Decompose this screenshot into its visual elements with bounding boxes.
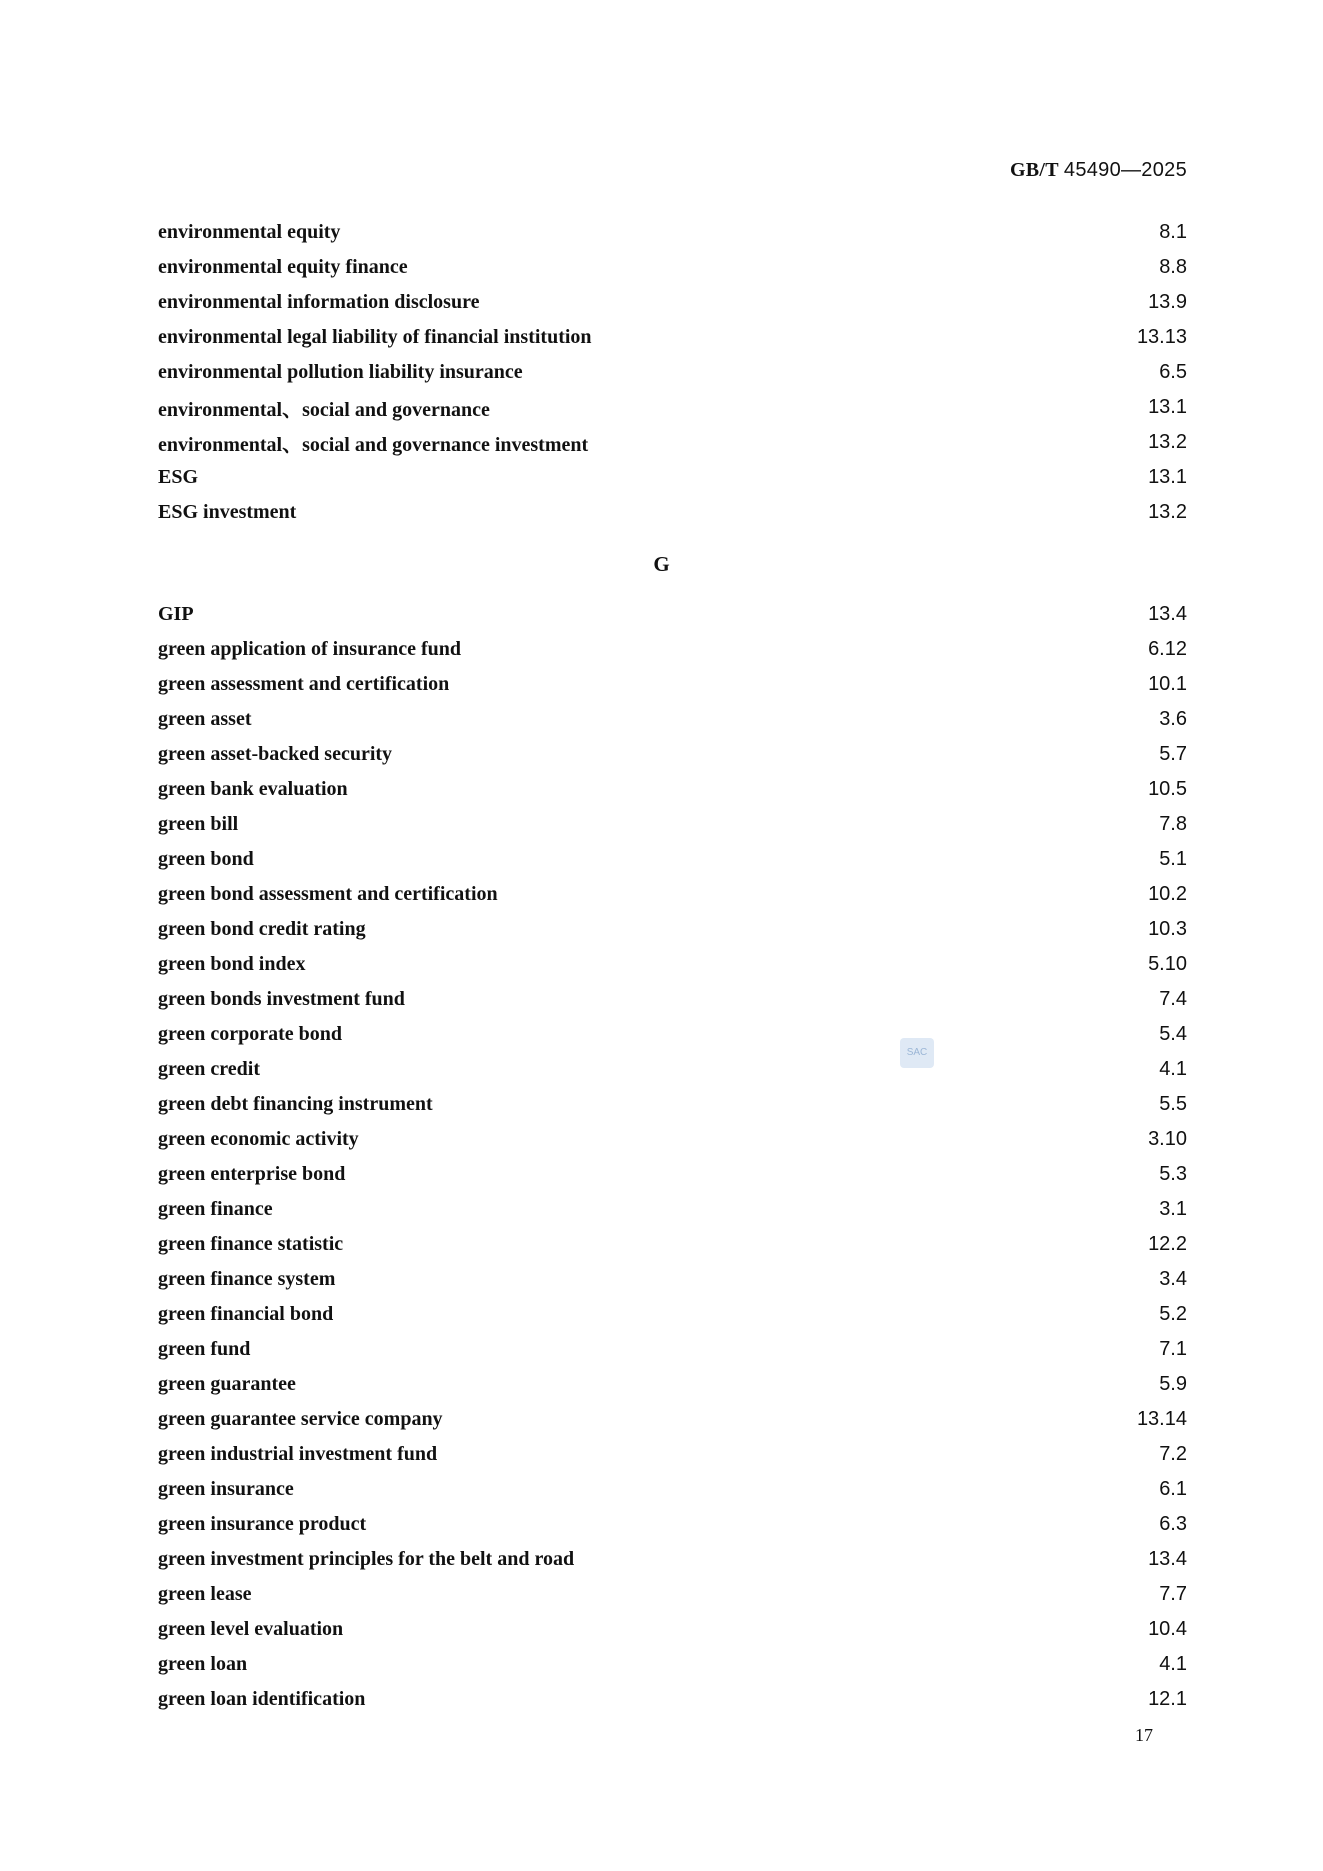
index-reference: 5.4 [1151, 1023, 1187, 1046]
dot-leader [355, 1620, 1140, 1640]
index-term: environmental、social and governance investment [158, 428, 600, 457]
index-term: green investment principles for the belt and road [158, 1548, 586, 1571]
index-entry [158, 1647, 1187, 1682]
index-term: green financial bond [158, 1303, 345, 1326]
index-reference: 13.1 [1140, 396, 1187, 419]
index-entry [158, 495, 1187, 530]
page-number: 17 [1135, 1725, 1153, 1745]
index-reference: 13.14 [1129, 1408, 1187, 1431]
index-term: green bond index [158, 953, 317, 976]
index-entry [158, 772, 1187, 807]
index-entry [158, 215, 1187, 250]
index-entry [158, 1472, 1187, 1507]
index-term: environmental legal liability of financial institution [158, 326, 604, 349]
index-term: green level evaluation [158, 1618, 355, 1641]
index-term: green bond assessment and certification [158, 883, 510, 906]
dot-leader [272, 1060, 1151, 1080]
index-term: green finance system [158, 1268, 347, 1291]
dot-leader [445, 1095, 1152, 1115]
index-entry [158, 667, 1187, 702]
dot-leader [420, 258, 1152, 278]
index-term: green industrial investment fund [158, 1443, 449, 1466]
dot-leader [502, 398, 1140, 418]
dot-leader [449, 1445, 1151, 1465]
index-reference: 7.2 [1151, 1443, 1187, 1466]
index-group-g [158, 597, 1187, 1717]
index-entry [158, 1612, 1187, 1647]
index-term: green application of insurance fund [158, 638, 473, 661]
index-term: GIP [158, 603, 206, 626]
index-reference: 3.4 [1151, 1268, 1187, 1291]
index-entry [158, 250, 1187, 285]
index-reference: 10.5 [1140, 778, 1187, 801]
dot-leader [345, 1305, 1151, 1325]
dot-leader [210, 468, 1140, 488]
index-reference: 10.4 [1140, 1618, 1187, 1641]
index-term: environmental equity finance [158, 256, 420, 279]
index-entry [158, 1297, 1187, 1332]
index-entry [158, 842, 1187, 877]
index-entry [158, 1262, 1187, 1297]
dot-leader [535, 363, 1152, 383]
index-term: ESG [158, 466, 210, 489]
index-term: green guarantee service company [158, 1408, 455, 1431]
index-entry [158, 877, 1187, 912]
dot-leader [371, 1130, 1140, 1150]
index-reference: 4.1 [1151, 1653, 1187, 1676]
index-term: green loan identification [158, 1688, 377, 1711]
index-entry [158, 1017, 1187, 1052]
index-entry [158, 1087, 1187, 1122]
watermark-logo: SAC [900, 1038, 934, 1068]
dot-leader [461, 675, 1140, 695]
index-reference: 12.1 [1140, 1688, 1187, 1711]
index-entry [158, 1157, 1187, 1192]
dot-leader [355, 1235, 1140, 1255]
index-reference: 3.1 [1151, 1198, 1187, 1221]
index-term: green corporate bond [158, 1023, 354, 1046]
standard-code-prefix: GB/T [1009, 159, 1059, 181]
dot-leader [259, 1655, 1151, 1675]
dot-leader [473, 640, 1140, 660]
dot-leader [285, 1200, 1152, 1220]
dot-leader [308, 503, 1140, 523]
dot-leader [262, 1340, 1151, 1360]
index-reference: 5.3 [1151, 1163, 1187, 1186]
index-term: green credit [158, 1058, 272, 1081]
index-reference: 5.10 [1140, 953, 1187, 976]
standard-code-number: 45490—2025 [1063, 159, 1187, 181]
index-reference: 7.7 [1151, 1583, 1187, 1606]
index-reference: 5.9 [1151, 1373, 1187, 1396]
dot-leader [586, 1550, 1140, 1570]
index-reference: 3.10 [1140, 1128, 1187, 1151]
index-entry [158, 1542, 1187, 1577]
index-entry [158, 597, 1187, 632]
index-entry [158, 912, 1187, 947]
index-reference: 10.3 [1140, 918, 1187, 941]
index-term: green economic activity [158, 1128, 371, 1151]
index-term: green enterprise bond [158, 1163, 357, 1186]
index-term: green bonds investment fund [158, 988, 417, 1011]
index-reference: 13.4 [1140, 1548, 1187, 1571]
section-letter: G [653, 552, 670, 576]
index-entry [158, 632, 1187, 667]
index-term: green loan [158, 1653, 259, 1676]
index-term: environmental、social and governance [158, 393, 502, 422]
dot-leader [317, 955, 1140, 975]
index-entry [158, 1052, 1187, 1087]
index-entry [158, 1402, 1187, 1437]
index-entry [158, 807, 1187, 842]
index-group-e [158, 215, 1187, 530]
index-entry [158, 1122, 1187, 1157]
index-reference: 13.2 [1140, 431, 1187, 454]
index-term: green assessment and certification [158, 673, 461, 696]
dot-leader [264, 1585, 1152, 1605]
dot-leader [308, 1375, 1151, 1395]
index-reference: 8.8 [1151, 256, 1187, 279]
index-term: environmental pollution liability insurance [158, 361, 535, 384]
index-entry [158, 1682, 1187, 1717]
index-term: green fund [158, 1338, 262, 1361]
index-reference: 6.5 [1151, 361, 1187, 384]
index-entry [158, 320, 1187, 355]
index-reference: 13.13 [1129, 326, 1187, 349]
dot-leader [206, 605, 1141, 625]
index-entry [158, 355, 1187, 390]
index-term: environmental information disclosure [158, 291, 491, 314]
index-entry [158, 737, 1187, 772]
index-term: green bank evaluation [158, 778, 360, 801]
dot-leader [377, 1690, 1140, 1710]
index-reference: 13.1 [1140, 466, 1187, 489]
index-entry [158, 947, 1187, 982]
index-reference: 5.7 [1151, 743, 1187, 766]
index-term: green finance statistic [158, 1233, 355, 1256]
index-reference: 7.8 [1151, 813, 1187, 836]
index-entry [158, 425, 1187, 460]
index-entry [158, 285, 1187, 320]
index-entry [158, 1437, 1187, 1472]
index-reference: 3.6 [1151, 708, 1187, 731]
index-entry [158, 460, 1187, 495]
standard-code [1010, 159, 1187, 182]
index-term: green bond [158, 848, 266, 871]
index-entry [158, 982, 1187, 1017]
index-reference: 5.5 [1151, 1093, 1187, 1116]
index-term: green bond credit rating [158, 918, 378, 941]
index-reference: 13.4 [1140, 603, 1187, 626]
index-entry [158, 1332, 1187, 1367]
index-reference: 6.12 [1140, 638, 1187, 661]
index-entry [158, 1507, 1187, 1542]
dot-leader [378, 1515, 1151, 1535]
index-reference: 5.1 [1151, 848, 1187, 871]
index-reference: 6.3 [1151, 1513, 1187, 1536]
dot-leader [378, 920, 1140, 940]
dot-leader [404, 745, 1151, 765]
index-entry [158, 1227, 1187, 1262]
index-term: green bill [158, 813, 250, 836]
index-reference: 6.1 [1151, 1478, 1187, 1501]
index-reference: 7.1 [1151, 1338, 1187, 1361]
dot-leader [491, 293, 1140, 313]
index-reference: 13.2 [1140, 501, 1187, 524]
index-term: environmental equity [158, 221, 352, 244]
index-term: green asset [158, 708, 264, 731]
dot-leader [264, 710, 1152, 730]
index-term: green lease [158, 1583, 264, 1606]
dot-leader [306, 1480, 1151, 1500]
index-term: green insurance [158, 1478, 306, 1501]
index-term: green insurance product [158, 1513, 378, 1536]
index-reference: 4.1 [1151, 1058, 1187, 1081]
index-reference: 13.9 [1140, 291, 1187, 314]
dot-leader [266, 850, 1151, 870]
index-entry [158, 1577, 1187, 1612]
index-entry [158, 1192, 1187, 1227]
dot-leader [347, 1270, 1151, 1290]
index-term: green finance [158, 1198, 285, 1221]
dot-leader [357, 1165, 1151, 1185]
dot-leader [600, 433, 1140, 453]
index-reference: 12.2 [1140, 1233, 1187, 1256]
index-entry [158, 1367, 1187, 1402]
dot-leader [417, 990, 1151, 1010]
index-reference: 7.4 [1151, 988, 1187, 1011]
index-term: green guarantee [158, 1373, 308, 1396]
index-reference: 10.2 [1140, 883, 1187, 906]
index-entry [158, 702, 1187, 737]
dot-leader [360, 780, 1140, 800]
index-reference: 8.1 [1151, 221, 1187, 244]
index-term: ESG investment [158, 501, 308, 524]
dot-leader [354, 1025, 1151, 1045]
dot-leader [455, 1410, 1129, 1430]
index-term: green debt financing instrument [158, 1093, 445, 1116]
index-entry [158, 390, 1187, 425]
dot-leader [250, 815, 1151, 835]
dot-leader [510, 885, 1140, 905]
dot-leader [604, 328, 1129, 348]
index-reference: 5.2 [1151, 1303, 1187, 1326]
dot-leader [352, 223, 1151, 243]
index-reference: 10.1 [1140, 673, 1187, 696]
index-term: green asset-backed security [158, 743, 404, 766]
